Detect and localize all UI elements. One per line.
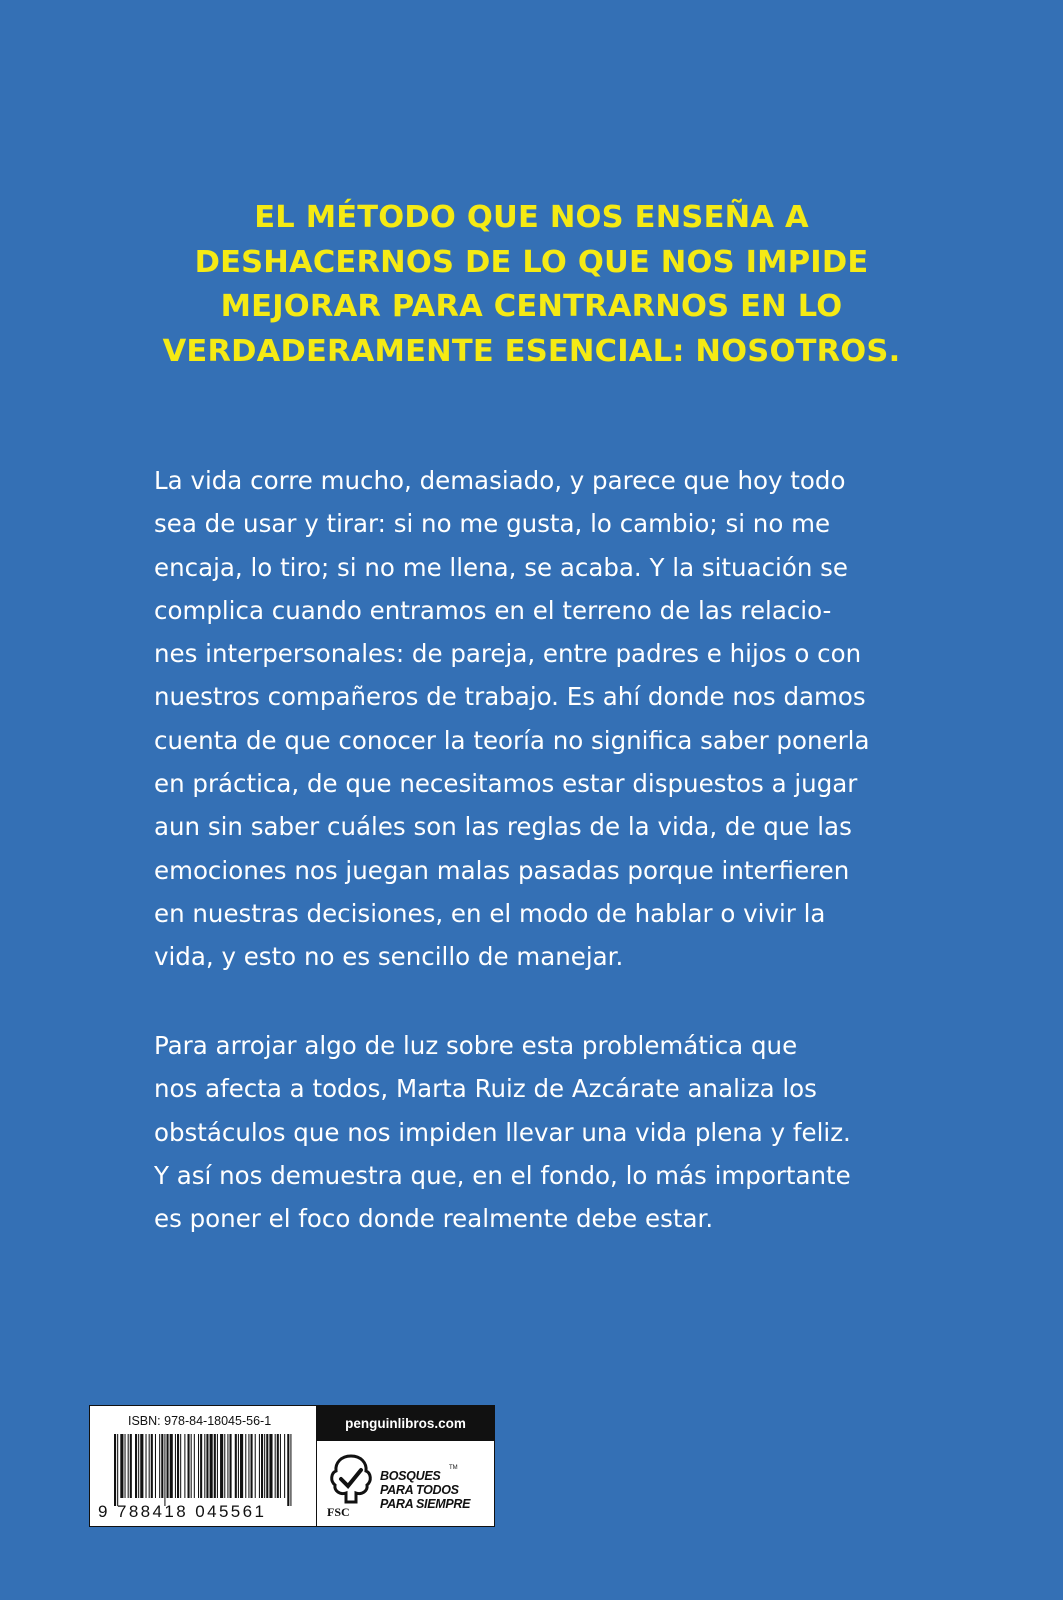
- fsc-slogan-line: BOSQUES: [380, 1469, 441, 1483]
- barcode-bar: [280, 1434, 281, 1498]
- barcode-bar: [217, 1434, 218, 1498]
- fsc-label: FSC: [327, 1505, 350, 1519]
- barcode-bar: [170, 1434, 173, 1498]
- barcode-bar: [227, 1434, 228, 1498]
- barcode-bar: [135, 1434, 137, 1498]
- barcode-bar: [146, 1434, 147, 1498]
- text-line: nes interpersonales: de pareja, entre padres e hijos o con: [154, 639, 862, 669]
- barcode-bar: [125, 1434, 126, 1498]
- barcode-bar: [266, 1434, 268, 1498]
- headline-line: DESHACERNOS DE LO QUE NOS IMPIDE: [194, 244, 869, 280]
- barcode-bar: [248, 1434, 249, 1498]
- barcode-bar: [235, 1434, 237, 1498]
- barcode-bar: [120, 1434, 123, 1498]
- barcode-bar: [117, 1434, 118, 1506]
- synopsis-paragraph-2: [154, 1024, 914, 1240]
- barcode-bar: [167, 1434, 169, 1498]
- text-line: encaja, lo tiro; si no me llena, se acaba. Y la situación se: [154, 552, 849, 582]
- headline-line: EL MÉTODO QUE NOS ENSEÑA A: [254, 200, 809, 235]
- barcode-bar: [261, 1434, 263, 1498]
- barcode-bar: [251, 1434, 253, 1498]
- headline-line: MEJORAR PARA CENTRARNOS EN LO: [220, 289, 843, 324]
- trademark-mark: TM: [449, 1465, 458, 1471]
- text-line: Para arrojar algo de luz sobre esta problemática que: [154, 1031, 798, 1060]
- text-line: en nuestras decisiones, en el modo de hablar o vivir la: [154, 898, 826, 928]
- headline-line: VERDADERAMENTE ESENCIAL: NOSOTROS.: [162, 333, 901, 369]
- text-line: Y así nos demuestra que, en el fondo, lo más importante: [154, 1160, 851, 1190]
- publisher-website: penguinlibros.com: [317, 1406, 494, 1441]
- barcode-bar: [155, 1434, 156, 1498]
- barcode-bar: [161, 1434, 163, 1498]
- barcode-bar: [194, 1434, 195, 1498]
- barcode-bar: [210, 1434, 213, 1498]
- text-line: es poner el foco donde realmente debe estar.: [154, 1204, 714, 1234]
- barcode-bar: [206, 1434, 208, 1498]
- barcode-bar: [114, 1434, 116, 1506]
- text-line: vida, y esto no es sencillo de manejar.: [154, 942, 624, 972]
- barcode-bar: [198, 1434, 199, 1498]
- isbn-text: ISBN: 978-84-18045-56-1: [128, 1414, 272, 1428]
- barcode-bar: [290, 1434, 291, 1506]
- barcode-bar: [275, 1434, 276, 1498]
- barcode-bar: [184, 1434, 185, 1498]
- cover-headline: [0, 196, 1063, 374]
- fsc-slogan-line: PARA SIEMPRE: [380, 1497, 471, 1511]
- publisher-panel: [317, 1406, 494, 1526]
- barcode-bar: [264, 1434, 265, 1498]
- barcode-bar: [159, 1434, 160, 1498]
- synopsis-paragraph-1: [154, 459, 914, 979]
- fsc-slogan-line: PARA TODOS: [380, 1483, 459, 1497]
- text-line: en práctica, de que necesitamos estar dispuestos a jugar: [154, 769, 858, 799]
- barcode-digits: 9 788418 045561: [98, 1502, 267, 1521]
- barcode-bar: [245, 1434, 246, 1498]
- fsc-tree-checkmark-icon: [327, 1452, 375, 1506]
- barcode-bar: [238, 1434, 239, 1498]
- text-line: emociones nos juegan malas pasadas porque interfieren: [154, 855, 850, 885]
- text-line: nos afecta a todos, Marta Ruiz de Azcárate analiza los: [154, 1074, 817, 1104]
- barcode-bar: [204, 1434, 205, 1498]
- barcode-bar: [200, 1434, 202, 1498]
- barcode-bar: [277, 1434, 279, 1498]
- barcode-bar: [214, 1434, 216, 1498]
- fsc-slogan: [380, 1469, 470, 1511]
- barcode-bar: [255, 1434, 256, 1498]
- barcode-bar: [284, 1434, 285, 1498]
- barcode-bar: [269, 1434, 272, 1498]
- text-line: aun sin saber cuáles son las reglas de la vida, de que las: [154, 812, 852, 842]
- barcode-bar: [230, 1434, 232, 1498]
- text-line: obstáculos que nos impiden llevar una vida plena y feliz.: [154, 1117, 851, 1147]
- barcode-bar: [188, 1434, 190, 1498]
- barcode-bar: [240, 1434, 243, 1498]
- barcode-panel: [90, 1406, 317, 1526]
- barcode-bar: [140, 1434, 143, 1498]
- text-line: sea de usar y tirar: si no me gusta, lo cambio; si no me: [154, 509, 831, 539]
- barcode-bar: [220, 1434, 223, 1498]
- text-line: complica cuando entramos en el terreno de las relacio-: [154, 595, 832, 625]
- text-line: La vida corre mucho, demasiado, y parece que hoy todo: [154, 466, 846, 495]
- barcode-bar: [128, 1434, 129, 1498]
- barcode-bar: [224, 1434, 225, 1498]
- barcode-bar: [164, 1434, 165, 1506]
- text-line: cuenta de que conocer la teoría no significa saber ponerla: [154, 725, 870, 755]
- barcode-bar: [138, 1434, 139, 1498]
- barcode-bar: [175, 1434, 176, 1498]
- barcode-bar: [259, 1434, 260, 1498]
- barcode-graphic: [114, 1434, 294, 1506]
- barcode-bar: [191, 1434, 192, 1498]
- barcode-bar: [130, 1434, 132, 1498]
- barcode-bar: [180, 1434, 181, 1498]
- barcode-label-box: [89, 1405, 495, 1527]
- text-line: nuestros compañeros de trabajo. Es ahí donde nos damos: [154, 682, 866, 712]
- barcode-bar: [177, 1434, 179, 1498]
- barcode-bar: [151, 1434, 153, 1498]
- barcode-bar: [287, 1434, 289, 1506]
- barcode-bar: [149, 1434, 150, 1498]
